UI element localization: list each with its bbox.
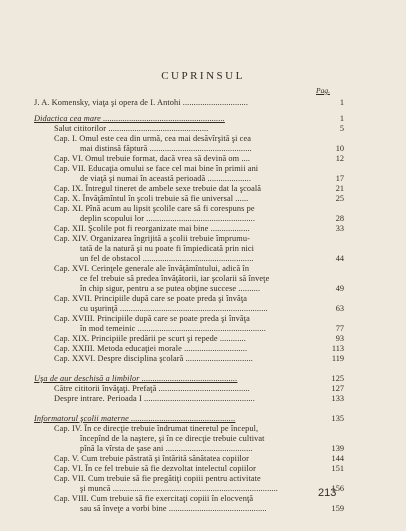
toc-entry-text: în chip sigur, pentru a se putea obţine succese .......... xyxy=(80,284,261,293)
toc-entry-text: Despre intrare. Perioada I ................................................... xyxy=(54,394,255,403)
toc-entry-page: 139 xyxy=(331,444,344,453)
toc-entry-page: 151 xyxy=(331,464,344,473)
toc-entry-text: Cap. XI. Pînă acum au lipsit şcolile care să fi corespuns pe xyxy=(54,204,255,213)
toc-entry-page: 5 xyxy=(339,124,344,133)
toc-entry-page: 63 xyxy=(335,304,344,313)
toc-entry-text: Cap. XII. Şcolile pot fi reorganizate mai bine .................. xyxy=(54,224,250,233)
toc-entry-text: cu uşurinţă .................................................................... xyxy=(80,304,268,313)
toc-entry-text: sau să înveţe a vorbi bine ............................................. xyxy=(80,504,267,513)
toc-entry-text: Cap. XXIII. Metoda educaţiei morale ............................. xyxy=(54,344,248,353)
toc-entry-text: Cap. IX. Întregul tineret de ambele sexe trebuie dat la şcoală xyxy=(54,184,262,193)
toc-entry-page: 17 xyxy=(335,174,344,183)
toc-entry-page: 49 xyxy=(335,284,344,293)
toc-entry-text: J. A. Komensky, viaţa şi opera de I. Antohi .............................. xyxy=(34,98,249,107)
toc-entry-text: începînd de la naştere, şi în ce direcţie trebuie cultivat xyxy=(80,434,265,443)
toc-entry-text: Cap. VIII. Cum trebuie să fie exercitaţi copiii în elocvenţă xyxy=(54,494,254,503)
toc-entry-page: 21 xyxy=(335,184,344,193)
toc-entry-text: Cap. X. Învăţămîntul în şcoli trebuie să fie universal ...... xyxy=(54,194,249,203)
toc-entry-page: 125 xyxy=(331,374,344,383)
toc-entry-text: Cap. VII. Cum trebuie să fie pregătiţi copiii pentru activitate xyxy=(54,474,261,483)
toc-section-heading: Uşa de aur deschisă a limbilor ............................................ xyxy=(34,374,238,383)
toc-entry-text: mai distinsă făptură ............................................... xyxy=(80,144,252,153)
toc-entry-text: şi muncă ............................................................................ xyxy=(80,484,278,493)
toc-entry-text: un fel de obstacol ................................................... xyxy=(80,254,254,263)
toc-entry-text: tată de la natură şi nu poate fi împiedicată prin nici xyxy=(80,244,255,253)
toc-entry-page: 144 xyxy=(331,454,344,463)
toc-entry-page: 1 xyxy=(339,114,344,123)
toc-entry-text: Către cititorii învăţaţi. Prefaţă .......................................... xyxy=(54,384,250,393)
toc-entry-text: Cap. XIX. Principiile predării pe scurt şi repede ............ xyxy=(54,334,246,343)
toc-entry-page: 159 xyxy=(331,504,344,513)
toc-entry-page: 127 xyxy=(331,384,344,393)
toc-entry-page: 12 xyxy=(335,154,344,163)
toc-entry-page: 135 xyxy=(331,414,344,423)
toc-entry-text: Cap. XIV. Organizarea îngrijită a şcolii trebuie împrumu- xyxy=(54,234,250,243)
toc-entry-text: Cap. V. Cum trebuie păstrată şi întărită sănătatea copiilor xyxy=(54,454,249,463)
toc-entry-text: de viaţă şi numai în această perioadă .................... xyxy=(80,174,251,183)
toc-entry-text: Cap. XXVI. Despre disciplina şcolară ............................... xyxy=(54,354,253,363)
toc-entry-page: 28 xyxy=(335,214,344,223)
toc-entry-text: Cap. XVIII. Principiile după care se poate preda şi învăţa xyxy=(54,314,250,323)
toc-entry-text: Cap. I. Omul este cea din urmă, cea mai desăvîrşită şi cea xyxy=(54,134,252,143)
toc-entry-page: 25 xyxy=(335,194,344,203)
page-column-label: Pag. xyxy=(316,86,330,95)
toc-entry-page: 113 xyxy=(331,344,344,353)
toc-entry-text: Cap. XVII. Principiile după care se poate preda şi învăţa xyxy=(54,294,248,303)
toc-entry-page: 77 xyxy=(335,324,344,333)
toc-entry-text: pînă la vîrsta de şase ani ........................................ xyxy=(80,444,253,453)
toc-entry-text: Cap. VI. Omul trebuie format, dacă vrea să devină om .... xyxy=(54,154,251,163)
toc-entry-page: 33 xyxy=(335,224,344,233)
toc-entry-text: deplin scopului lor .................................................. xyxy=(80,214,256,223)
toc-entry-text: Cap. VI. În ce fel trebuie să fie dezvoltat intelectul copiilor xyxy=(54,464,256,473)
toc-entry-text: Cap. IV. În ce direcţie trebuie îndrumat tineretul pe începul, xyxy=(54,424,259,433)
toc-section-heading: Informatorul şcolii materne ................................................ xyxy=(34,414,236,423)
toc-entry-text: Cap. VII. Educaţia omului se face cel mai bine în primii ani xyxy=(54,164,259,173)
toc-entry-text: Salut cititorilor .............................................. xyxy=(54,124,209,133)
toc-entry-text: Cap. XVI. Cerinţele generale ale învăţămîntului, adică în xyxy=(54,264,250,273)
toc-entry-page: 119 xyxy=(331,354,344,363)
page-number: 213 xyxy=(318,487,337,499)
page-title: CUPRINSUL xyxy=(161,70,245,82)
toc-entry-page: 156 xyxy=(331,484,344,493)
toc-section-heading: Didactica cea mare ........................................................ xyxy=(34,114,225,123)
toc-entry-page: 93 xyxy=(335,334,344,343)
toc-entry-page: 44 xyxy=(335,254,344,263)
toc-entry-page: 133 xyxy=(331,394,344,403)
toc-entry-text: în mod temeinic ........................................................... xyxy=(80,324,266,333)
toc-entry-page: 10 xyxy=(335,144,344,153)
toc-entry-page: 1 xyxy=(339,98,344,107)
toc-entry-text: ce fel trebuie să predea învăţătorii, iar şcolarii să înveţe xyxy=(80,274,270,283)
